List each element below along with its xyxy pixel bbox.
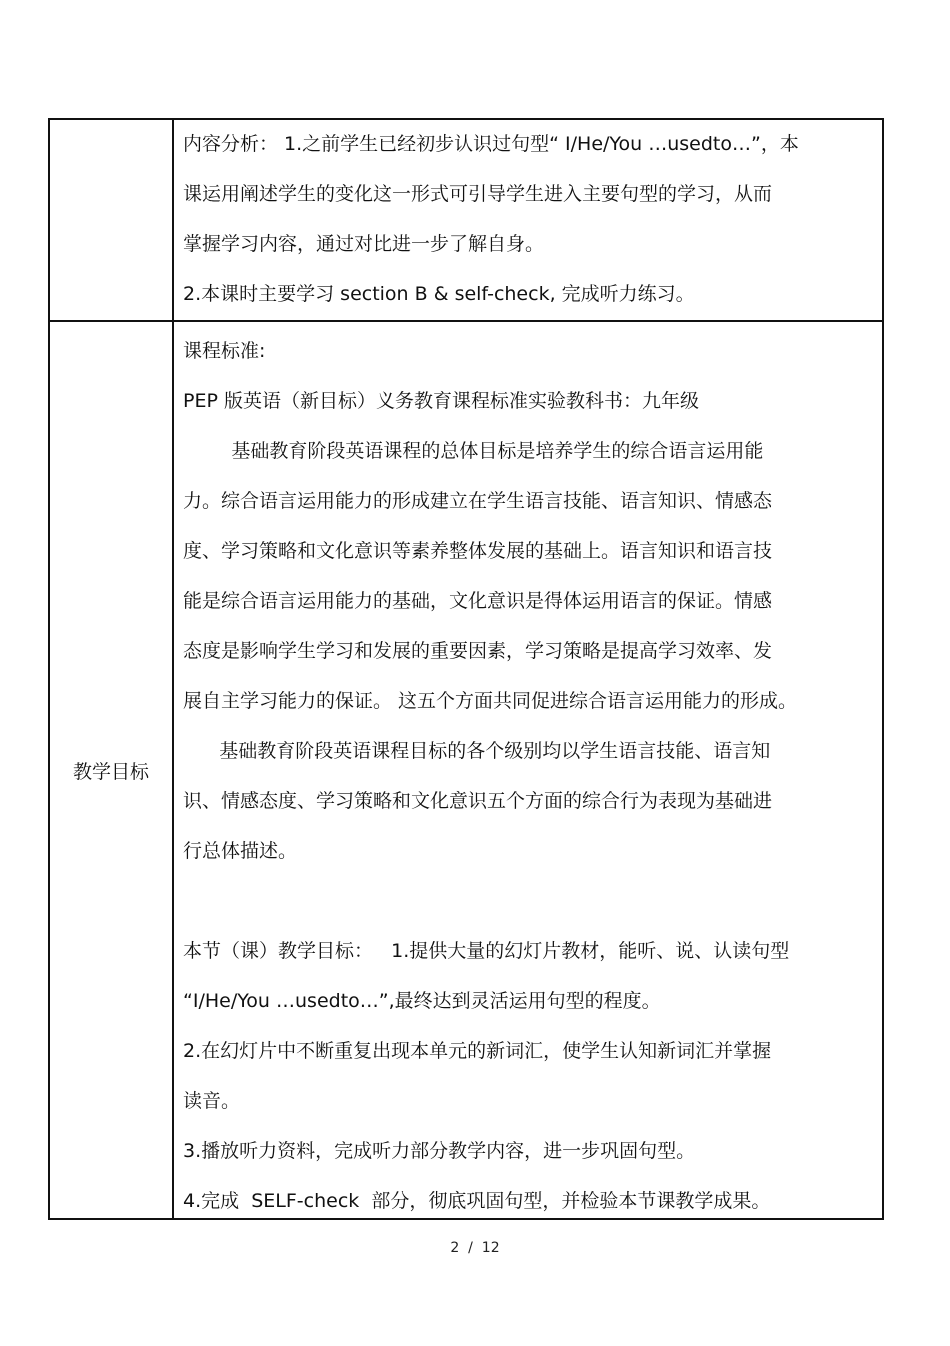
goals-line-7: 态度是影响学生学习和发展的重要因素，学习策略是提高学习效率、发 xyxy=(183,640,773,662)
page-indicator: 2 / 12 xyxy=(450,1240,500,1256)
goals-line-10: 识、情感态度、学习策略和文化意识五个方面的综合行为表现为基础进 xyxy=(183,790,773,812)
goals-line-4: 力。综合语言运用能力的形成建立在学生语言技能、语言知识、情感态 xyxy=(183,490,773,512)
goals-line-2: PEP 版英语（新目标）义务教育课程标准实验教科书：九年级 xyxy=(183,390,699,412)
goals-line-8: 展自主学习能力的保证。 这五个方面共同促进综合语言运用能力的形成。 xyxy=(183,690,798,712)
row-divider xyxy=(50,320,882,322)
content-analysis-line-4: 2.本课时主要学习 section B & self-check, 完成听力练习。 xyxy=(183,283,695,305)
content-analysis-line-1: 内容分析： 1.之前学生已经初步认识过句型“ I/He/You …usedto…”，本 xyxy=(183,133,799,155)
goals-line-6: 能是综合语言运用能力的基础，文化意识是得体运用语言的保证。情感 xyxy=(183,590,773,612)
goals-line-5: 度、学习策略和文化意识等素养整体发展的基础上。语言知识和语言技 xyxy=(183,540,773,562)
goals-line-12: 本节（课）教学目标： 1.提供大量的幻灯片教材，能听、说、认读句型 xyxy=(183,940,790,962)
goals-line-16: 3.播放听力资料，完成听力部分教学内容，进一步巩固句型。 xyxy=(183,1140,696,1162)
label-column xyxy=(50,120,174,1218)
goals-line-9: 基础教育阶段英语课程目标的各个级别均以学生语言技能、语言知 xyxy=(183,740,771,762)
goals-line-13: “I/He/You …usedto…”,最终达到灵活运用句型的程度。 xyxy=(183,990,661,1012)
goals-line-17: 4.完成 SELF-check 部分，彻底巩固句型，并检验本节课教学成果。 xyxy=(183,1190,771,1212)
goals-line-1: 课程标准: xyxy=(183,340,266,362)
lesson-plan-table xyxy=(48,118,884,1220)
goals-line-14: 2.在幻灯片中不断重复出现本单元的新词汇，使学生认知新词汇并掌握 xyxy=(183,1040,772,1062)
goals-line-11: 行总体描述。 xyxy=(183,840,298,862)
teaching-goals-label: 教学目标 xyxy=(72,761,149,783)
content-analysis-line-3: 掌握学习内容，通过对比进一步了解自身。 xyxy=(183,233,545,255)
goals-line-3: 基础教育阶段英语课程的总体目标是培养学生的综合语言运用能 xyxy=(183,440,764,462)
content-analysis-line-2: 课运用阐述学生的变化这一形式可引导学生进入主要句型的学习，从而 xyxy=(183,183,773,205)
goals-line-15: 读音。 xyxy=(183,1090,241,1112)
